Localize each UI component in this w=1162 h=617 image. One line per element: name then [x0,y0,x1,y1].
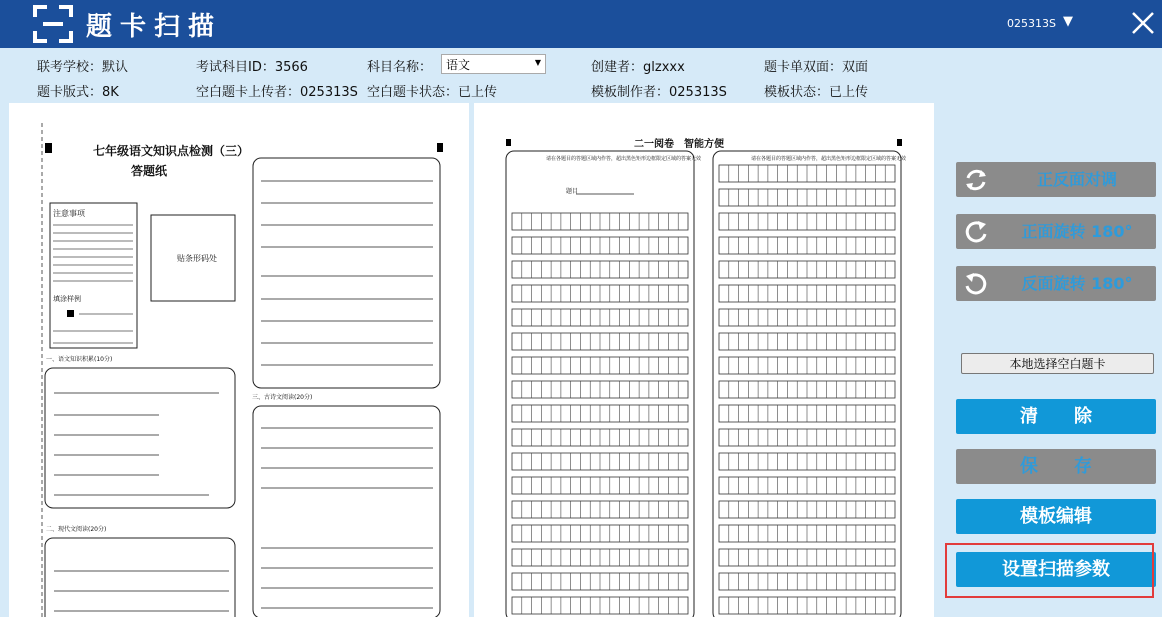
user-dropdown-icon[interactable]: ▼ [1063,14,1073,29]
title-bar [0,0,1162,48]
blank-status-info: 空白题卡状态：已上传 [367,85,498,100]
section-1: 一、语文知识积累(10分) [46,356,113,363]
subject-select[interactable] [441,54,546,74]
template-maker-info: 模板制作者：025313S [591,85,727,100]
local-select-blank-button[interactable]: 本地选择空白题卡 [961,353,1154,374]
answer-sheet-back-image [474,103,934,617]
close-icon[interactable] [1130,10,1156,36]
rotate-back-label: 反面旋转 180° [1021,274,1133,293]
rotate-front-button[interactable] [956,214,1156,249]
rotate-counterclockwise-icon [962,270,990,298]
back-instruction-left: 请在各题目的答题区域内作答，超出黑色矩形边框限定区域的答案无效 [546,156,702,162]
clear-button[interactable]: 清 除 [956,399,1156,434]
barcode-label: 贴条形码处 [177,254,217,263]
swap-faces-button[interactable] [956,162,1156,197]
sheet-back-header: 二一阅卷 智能方便 [634,139,724,150]
select-arrow-icon: ▼ [534,58,541,67]
school-info: 联考学校：默认 [37,60,129,75]
essay-label: 题目 [566,188,579,195]
rotate-back-button[interactable] [956,266,1156,301]
answer-sheet-front [9,103,469,617]
subject-label: 科目名称： [367,60,433,75]
user-id[interactable]: 025313S [1007,17,1056,30]
section-3: 三、古诗文阅读(20分) [252,394,313,401]
save-button[interactable]: 保 存 [956,449,1156,484]
template-edit-button[interactable]: 模板编辑 [956,499,1156,534]
section-2: 二、现代文阅读(20分) [46,526,107,533]
app-title: 题卡扫描 [86,12,223,42]
subject-value: 语文 [446,58,471,72]
essay-grid-left [512,213,688,614]
answer-sheet-back [474,103,934,617]
sheet-title: 七年级语文知识点检测（三） [93,144,250,158]
scan-frame-icon [33,5,73,43]
highlight-box [945,543,1154,598]
uploader-info: 空白题卡上传者：025313S [196,85,358,100]
exam-id-info: 考试科目ID：3566 [196,60,308,75]
scan-params-button[interactable]: 设置扫描参数 [956,552,1156,587]
sheet-subtitle: 答题纸 [131,164,168,178]
answer-sheet-front-image [9,103,469,617]
sides-info: 题卡单双面：双面 [764,60,869,75]
back-instruction-right: 请在各题目的答题区域内作答，超出黑色矩形边框限定区域的答案无效 [751,156,907,162]
rotate-clockwise-icon [962,218,990,246]
fill-example: 填涂样例 [53,295,81,303]
essay-grid-right [719,165,895,614]
creator-info: 创建者：glzxxx [591,60,685,75]
template-status-info: 模板状态：已上传 [764,85,869,100]
swap-faces-label: 正反面对调 [1036,170,1117,189]
notice-title: 注意事项 [53,209,85,218]
swap-icon [962,166,990,194]
format-info: 题卡版式：8K [37,85,119,100]
rotate-front-label: 正面旋转 180° [1021,222,1133,241]
